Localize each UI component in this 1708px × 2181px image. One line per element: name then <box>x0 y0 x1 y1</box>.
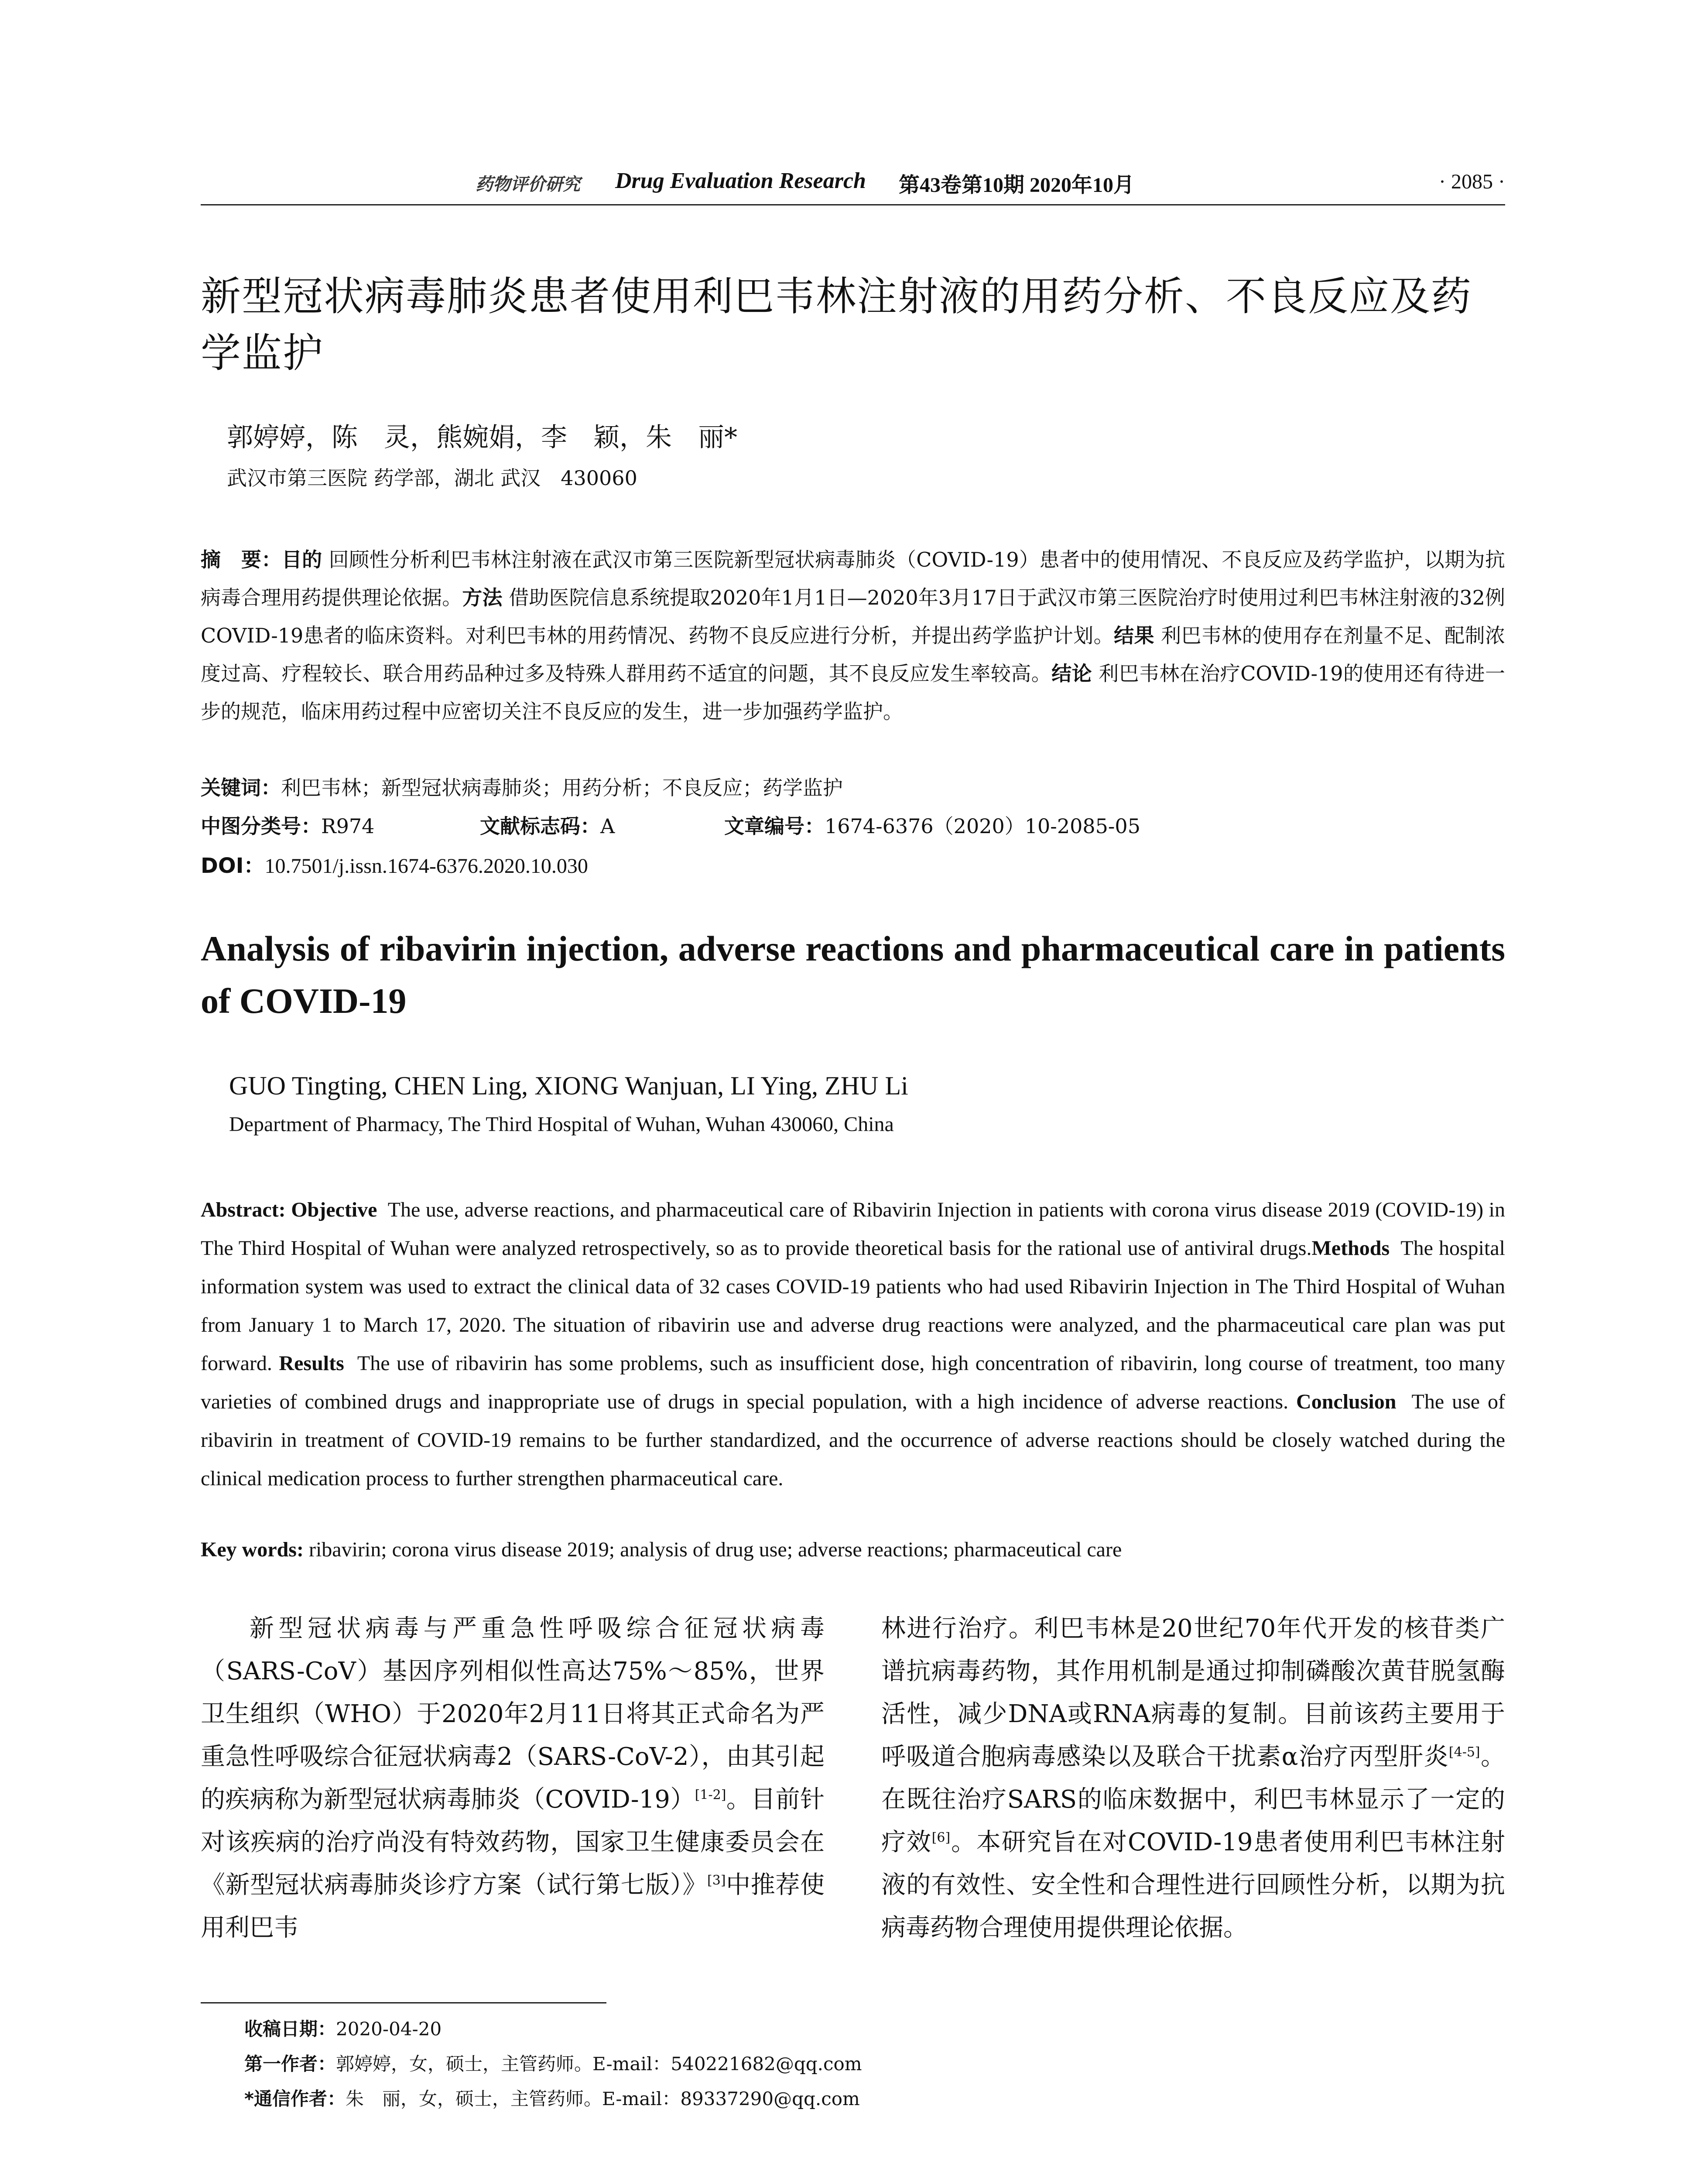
citation-ref: [6] <box>931 1830 951 1846</box>
doi-label: DOI： <box>201 854 265 878</box>
results-text-en: The use of ribavirin has some problems, such as insufficient dose, high concentration of ribavirin, long course of treatment, too many varieties of combined drugs and inappropriate use of drugs in special population, with a high incidence of adverse reactions. <box>201 1352 1505 1413</box>
methods-text-cn: 借助医院信息系统提取2020年1月1日—2020年3月17日于武汉市第三医院治疗时使用过利巴韦林注射液的32例COVID-19患者的临床资料。对利巴韦林的用药情况、药物不良反应进行分析，并提出药学监护计划。 <box>201 586 1506 647</box>
body-right-text-a: 林进行治疗。利巴韦林是20世纪70年代开发的核苷类广谱抗病毒药物，其作用机制是通过抑制磷酸次黄苷脱氢酶活性，减少DNA或RNA病毒的复制。目前该药主要用于呼吸道合胞病毒感染以及联合干扰素α治疗丙型肝炎 <box>881 1614 1505 1771</box>
citation-ref: [1-2] <box>695 1787 726 1803</box>
doi-value: 10.7501/j.issn.1674-6376.2020.10.030 <box>264 855 588 878</box>
results-label-en: Results <box>279 1352 344 1375</box>
objective-label-en: Objective <box>291 1198 377 1221</box>
article-number-label: 文章编号： <box>724 814 825 838</box>
objective-text-cn: 回顾性分析利巴韦林注射液在武汉市第三医院新型冠状病毒肺炎（COVID-19）患者中的使用情况、不良反应及药学监护，以期为抗病毒合理用药提供理论依据。 <box>201 548 1506 609</box>
footnote-divider <box>201 2002 606 2003</box>
objective-label-cn: 目的 <box>281 548 322 571</box>
footnotes <box>244 2012 862 2116</box>
body-left-text-b: 。目前针对该疾病的治疗尚没有特效药物，国家卫生健康委员会在《新型冠状病毒肺炎诊疗方案（试行第七版）》 <box>201 1785 825 1899</box>
conclusion-label-cn: 结论 <box>1051 662 1092 685</box>
body-left-text-c: 中推荐使用利巴韦 <box>201 1871 825 1942</box>
article-title-cn: 新型冠状病毒肺炎患者使用利巴韦林注射液的用药分析、不良反应及药学监护 <box>201 273 1472 376</box>
footnote-first-author <box>244 2047 862 2082</box>
classification-line <box>201 810 1505 839</box>
body-left-text-a: 新型冠状病毒与严重急性呼吸综合征冠状病毒（SARS-CoV）基因序列相似性高达75%～85%，世界卫生组织（WHO）于2020年2月11日将其正式命名为严重急性呼吸综合征冠状病毒2（SARS-CoV-2），由其引起的疾病称为新型冠状病毒肺炎（COVID-19） <box>201 1614 825 1814</box>
authors-en: GUO Tingting, CHEN Ling, XIONG Wanjuan, LI Ying, ZHU Li <box>229 1071 908 1100</box>
article-title-en: Analysis of ribavirin injection, adverse reactions and pharmaceutical care in patients of COVID-19 <box>201 929 1505 1021</box>
first-author-label: 第一作者： <box>244 2053 336 2075</box>
conclusion-text-cn: 利巴韦林在治疗COVID-19的使用还有待进一步的规范，临床用药过程中应密切关注不良反应的发生，进一步加强药学监护。 <box>201 662 1506 723</box>
body-column-right <box>881 1607 1505 1949</box>
journal-logo: 药物评价研究 <box>476 174 580 195</box>
journal-name: Drug Evaluation Research <box>615 168 866 193</box>
results-text-cn: 利巴韦林的使用存在剂量不足、配制浓度过高、疗程较长、联合用药品种过多及特殊人群用药不适宜的问题，其不良反应发生率较高。 <box>201 624 1506 685</box>
article-number-value: 1674-6376（2020）10-2085-05 <box>825 814 1140 838</box>
keywords-cn-label: 关键词： <box>201 776 281 800</box>
journal-issue: 第43卷第10期 2020年10月 <box>899 174 1135 197</box>
authors-cn: 郭婷婷，陈 灵，熊婉娟，李 颖，朱 丽* <box>227 422 737 453</box>
keywords-cn-text: 利巴韦林；新型冠状病毒肺炎；用药分析；不良反应；药学监护 <box>281 776 843 800</box>
citation-ref: [4-5] <box>1448 1744 1480 1760</box>
received-date: 2020-04-20 <box>336 2018 442 2040</box>
corresponding-label: *通信作者： <box>244 2088 346 2109</box>
abstract-en <box>201 1191 1505 1498</box>
body-right-text-c: 。本研究旨在对COVID-19患者使用利巴韦林注射液的有效性、安全性和合理性进行回顾性分析，以期为抗病毒药物合理使用提供理论依据。 <box>881 1828 1506 1942</box>
body-right-text-b: 。在既往治疗SARS的临床数据中，利巴韦林显示了一定的疗效 <box>881 1743 1505 1856</box>
conclusion-text-en: The use of ribavirin in treatment of COVID-19 remains to be further standardized, and the occurrence of adverse reactions should be closely watched during the clinical medication process to further strengthen pharmaceutical care. <box>201 1390 1505 1490</box>
received-label: 收稿日期： <box>244 2018 336 2040</box>
corresponding-info: 朱 丽，女，硕士，主管药师。E-mail：89337290@qq.com <box>345 2088 860 2109</box>
page-number: · 2085 · <box>1439 170 1505 193</box>
abstract-cn <box>201 541 1505 731</box>
results-label-cn: 结果 <box>1114 624 1154 647</box>
objective-text-en: The use, adverse reactions, and pharmaceutical care of Ribavirin Injection in patients with corona virus disease 2019 (COVID-19) in The Third Hospital of Wuhan were analyzed retrospectively, so as to provide theoretical basis for the rational use of antiviral drugs. <box>201 1198 1506 1260</box>
abstract-en-label: Abstract: <box>201 1198 286 1221</box>
keywords-cn <box>201 772 843 801</box>
first-author-info: 郭婷婷，女，硕士，主管药师。E-mail：540221682@qq.com <box>336 2053 862 2075</box>
clc-label: 中图分类号： <box>201 814 321 838</box>
keywords-en-label: Key words: <box>201 1538 304 1561</box>
methods-label-en: Methods <box>1311 1237 1390 1260</box>
footnote-received <box>244 2012 862 2047</box>
affiliation-cn: 武汉市第三医院 药学部，湖北 武汉 430060 <box>227 466 637 490</box>
keywords-en-text: ribavirin; corona virus disease 2019; analysis of drug use; adverse reactions; pharmaceutical care <box>308 1538 1122 1561</box>
footnote-corresponding-author <box>244 2082 862 2116</box>
running-header <box>201 168 1505 198</box>
methods-label-cn: 方法 <box>462 586 503 609</box>
keywords-en <box>201 1538 1505 1562</box>
doi-line <box>201 849 588 879</box>
body-column-left <box>201 1607 825 1949</box>
abstract-cn-label: 摘 要： <box>201 548 282 571</box>
affiliation-en: Department of Pharmacy, The Third Hospital of Wuhan, Wuhan 430060, China <box>229 1113 894 1136</box>
header-divider <box>201 204 1505 205</box>
clc-value: R974 <box>321 814 375 838</box>
citation-ref: [3] <box>707 1873 726 1888</box>
doc-code-label: 文献标志码： <box>480 814 600 838</box>
conclusion-label-en: Conclusion <box>1296 1390 1397 1413</box>
methods-text-en: The hospital information system was used to extract the clinical data of 32 cases COVID-19 patients who had used Ribavirin Injection in The Third Hospital of Wuhan from January 1 to March 17, 2020. The situation of ribavirin use and adverse drug reactions were analyzed, and the pharmaceutical care plan was put forward. <box>201 1237 1505 1375</box>
doc-code-value: A <box>600 814 615 838</box>
